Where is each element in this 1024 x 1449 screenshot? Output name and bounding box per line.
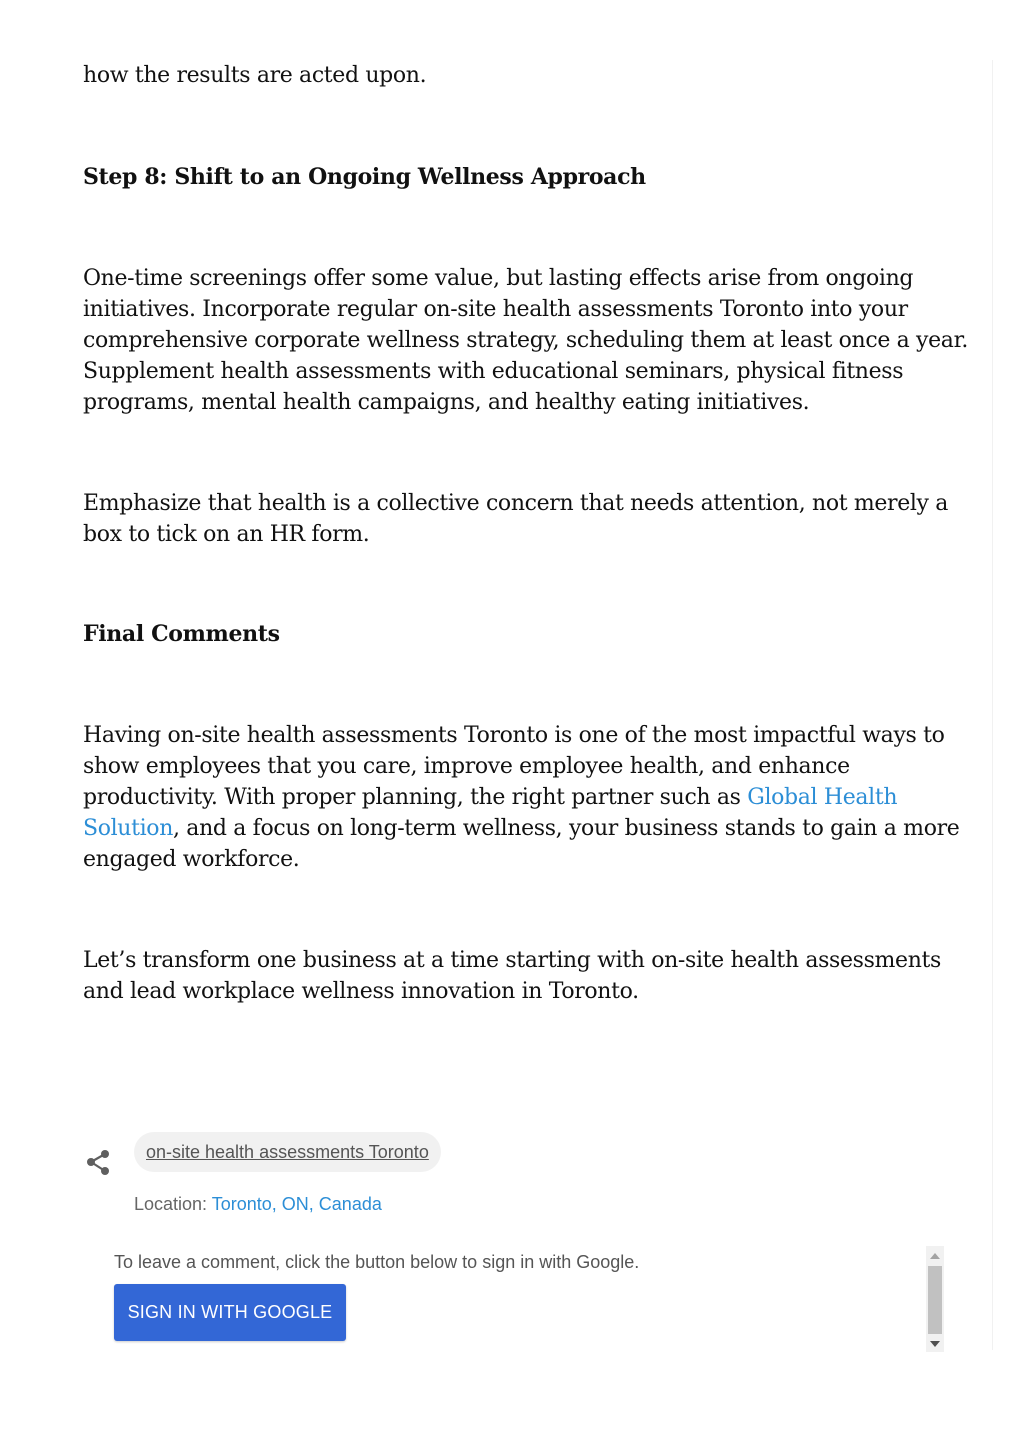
final-comments-paragraph — [83, 720, 973, 875]
sign-in-with-google-button[interactable]: SIGN IN WITH GOOGLE — [114, 1284, 346, 1341]
final-text-after-link: , and a focus on long-term wellness, your business stands to gain a more engaged workforce. — [83, 816, 960, 872]
comment-scrollbar[interactable] — [926, 1246, 944, 1352]
final-text-before-link: Having on-site health assessments Toronto is one of the most impactful ways to show employees that you care, improve employee health, and enhance productivity. With proper planning, the right partner such as — [83, 723, 945, 810]
step8-paragraph-2: Emphasize that health is a collective concern that needs attention, not merely a box to tick on an HR form. — [83, 491, 949, 547]
location-prefix: Location: — [134, 1194, 208, 1214]
scroll-down-arrow-icon[interactable] — [930, 1341, 940, 1347]
share-icon[interactable] — [84, 1148, 112, 1178]
content-edge-rule — [992, 60, 993, 1350]
comment-frame — [100, 1246, 946, 1354]
post-location — [134, 1191, 382, 1217]
comment-prompt: To leave a comment, click the button below to sign in with Google. — [114, 1252, 640, 1272]
scroll-thumb[interactable] — [928, 1266, 942, 1334]
final-comments-heading: Final Comments — [83, 621, 280, 647]
step8-paragraph-1: One-time screenings offer some value, but lasting effects arise from ongoing initiatives. Incorporate regular on-site health assessments Toronto into your comprehensive corporate wellness strategy, scheduling them at least once a year. Supplement health assessments with educational seminars, physical fitness programs, mental health campaigns, and healthy eating initiatives. — [83, 266, 968, 415]
global-health-solution-link[interactable]: Global Health Solution — [83, 785, 898, 841]
scroll-up-arrow-icon[interactable] — [930, 1253, 940, 1259]
paragraph-intro-tail: how the results are acted upon. — [83, 63, 427, 88]
closing-paragraph: Let’s transform one business at a time starting with on-site health assessments and lead workplace wellness innovation in Toronto. — [83, 948, 941, 1004]
step8-heading: Step 8: Shift to an Ongoing Wellness Approach — [83, 164, 646, 190]
post-label-chip[interactable]: on-site health assessments Toronto — [134, 1132, 441, 1172]
location-link[interactable]: Toronto, ON, Canada — [211, 1194, 382, 1214]
